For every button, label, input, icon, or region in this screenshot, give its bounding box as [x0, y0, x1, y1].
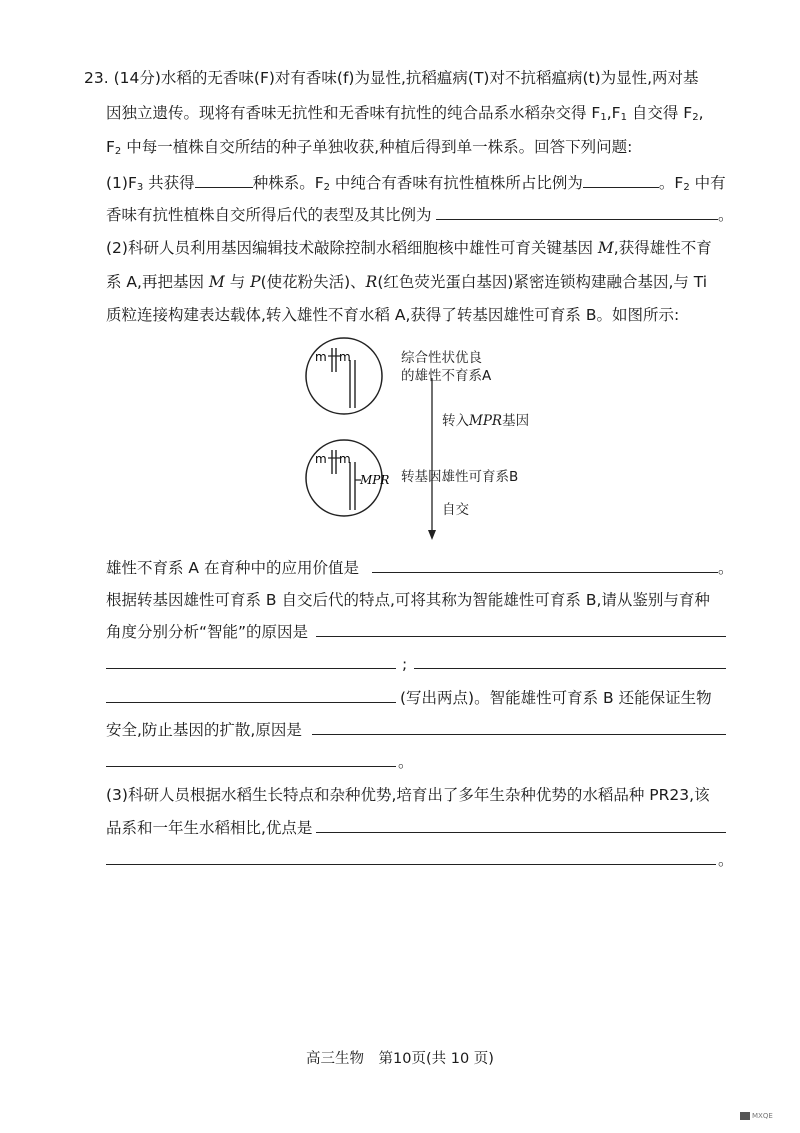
label-self-cross: 自交 [442, 502, 469, 518]
page-footer: 高三生物 第10页(共 10 页) [306, 1051, 494, 1067]
answer-blank-strain-count[interactable] [195, 172, 253, 188]
part2-question-value: 雄性不育系 A 在育种中的应用价值是 [106, 559, 359, 577]
allele-m-right: m [339, 452, 351, 466]
label-transgenic-line-b: 转基因雄性可育系B [401, 469, 519, 485]
answer-line-biosafety-1[interactable] [312, 734, 726, 735]
allele-m-right: m [339, 350, 351, 364]
answer-line-phenotype-ratio[interactable] [436, 219, 718, 220]
part2-line-2: 系 A,再把基因 M 与 P(使花粉失活)、R(红色荧光蛋白基因)紧密连锁构建融合基因,与 Ti [106, 273, 708, 291]
period: 。 [718, 206, 734, 224]
period: 。 [398, 753, 414, 771]
breeding-diagram [0, 330, 800, 550]
label-transfer-mpr: 转入MPR基因 [442, 413, 530, 429]
answer-line-advantage-1[interactable] [316, 832, 726, 833]
allele-m-left: m [315, 350, 327, 364]
part3-line-1: (3)科研人员根据水稻生长特点和杂种优势,培育出了多年生杂种优势的水稻品种 PR23,该 [106, 786, 710, 804]
question-stem-line-2: 因独立遗传。现将有香味无抗性和无香味有抗性的纯合品系水稻杂交得 $F_1,F_1$ 自交得 $F_2$, [106, 104, 704, 123]
part1-line-1: $(1)F_3$ 共获得 种株系。$F_2$ 中纯合有香味有抗性植株所占比例为 。$F_2$ 中有 [106, 174, 726, 193]
watermark: MXQE [740, 1112, 773, 1120]
question-stem-line-3: $F_2$ 中每一植株自交所结的种子单独收获,种植后得到单一株系。回答下列问题: [106, 138, 633, 157]
answer-line-smart-1[interactable] [316, 636, 726, 637]
answer-line-smart-2a[interactable] [106, 668, 396, 669]
part1-line-2: 香味有抗性植株自交所得后代的表型及其比例为 [106, 206, 432, 224]
label-sterile-line-1: 综合性状优良 [401, 350, 482, 366]
part2-question-smart-2: 角度分别分析“智能”的原因是 [106, 623, 309, 641]
flow-arrowhead [428, 530, 436, 540]
semicolon: ; [402, 655, 408, 673]
gene-mpr-label: MPR [360, 473, 390, 487]
part2-line-3: 质粒连接构建表达载体,转入雄性不育水稻 A,获得了转基因雄性可育系 B。如图所示: [106, 306, 680, 324]
part2-question-smart-1: 根据转基因雄性可育系 B 自交后代的特点,可将其称为智能雄性可育系 B,请从鉴别与育种 [106, 591, 710, 609]
answer-line-smart-3[interactable] [106, 702, 396, 703]
answer-line-biosafety-2[interactable] [106, 766, 396, 767]
part3-line-2: 品系和一年生水稻相比,优点是 [106, 819, 313, 837]
answer-line-smart-2b[interactable] [414, 668, 726, 669]
answer-line-application-value[interactable] [372, 572, 718, 573]
part2-question-biosafety-2: 安全,防止基因的扩散,原因是 [106, 721, 302, 739]
label-sterile-line-2: 的雄性不育系A [401, 368, 492, 384]
period: 。 [718, 851, 734, 869]
part2-question-biosafety-1: (写出两点)。智能雄性可育系 B 还能保证生物 [400, 689, 712, 707]
watermark-logo-icon [740, 1112, 750, 1120]
allele-m-left: m [315, 452, 327, 466]
question-stem-line-1: 23. (14分)水稻的无香味(F)对有香味(f)为显性,抗稻瘟病(T)对不抗稻瘟病(t)为显性,两对基 [84, 69, 699, 87]
period: 。 [718, 559, 734, 577]
answer-blank-proportion[interactable] [583, 172, 659, 188]
question-number: 23. (14分) [84, 69, 161, 87]
answer-line-advantage-2[interactable] [106, 864, 716, 865]
part2-line-1: (2)科研人员利用基因编辑技术敲除控制水稻细胞核中雄性可育关键基因 M,获得雄性不育 [106, 239, 712, 257]
